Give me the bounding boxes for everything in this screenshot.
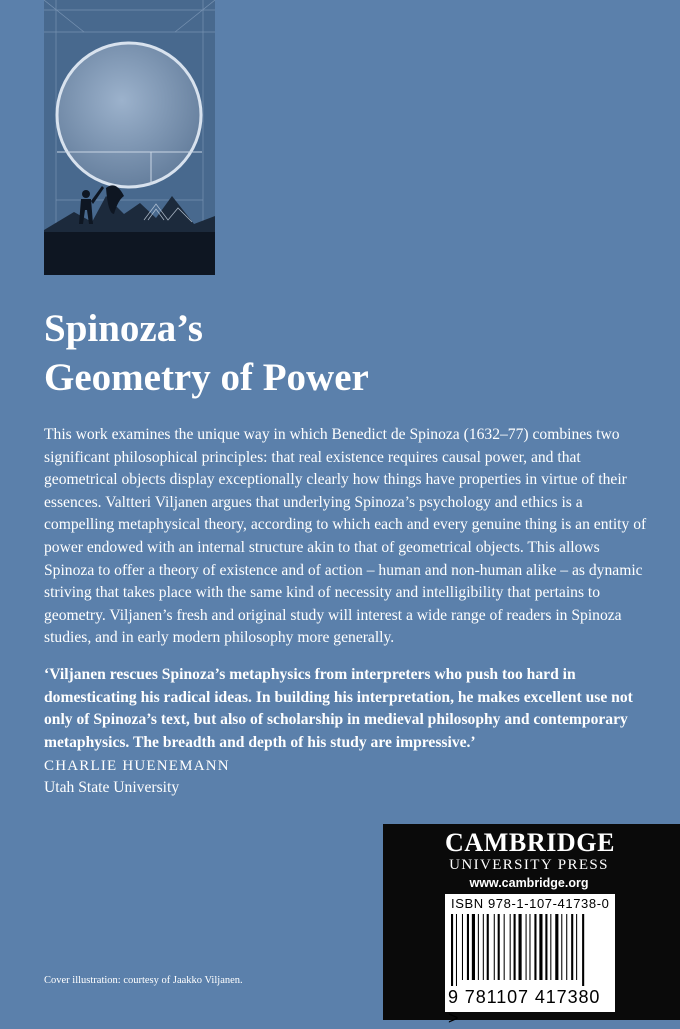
barcode-bar <box>451 914 453 986</box>
isbn-barcode <box>445 894 615 1028</box>
barcode-bar <box>504 914 505 980</box>
publisher-url: www.cambridge.org <box>469 876 589 890</box>
publisher-subtitle: UNIVERSITY PRESS <box>449 857 609 873</box>
barcode-bar <box>526 914 527 980</box>
surreal-figure-circle-illustration <box>44 0 215 275</box>
book-title-line1: Spinoza’s <box>44 307 203 350</box>
review-author: CHARLIE HUENEMANN <box>44 758 230 774</box>
review-affiliation: Utah State University <box>44 779 180 796</box>
barcode-bar <box>534 914 536 980</box>
barcode-bar <box>487 914 489 980</box>
barcode-bar <box>510 914 511 980</box>
barcode-bar <box>576 914 577 980</box>
barcode-bar <box>555 914 558 980</box>
isbn-label: ISBN 978-1-107-41738-0 <box>451 896 610 911</box>
barcode-bar <box>545 914 547 980</box>
barcode-bar <box>514 914 516 980</box>
book-title-line2: Geometry of Power <box>44 356 369 399</box>
barcode-bar <box>498 914 500 980</box>
barcode-bar <box>529 914 530 980</box>
barcode-bar <box>582 914 584 986</box>
barcode-bar <box>539 914 542 980</box>
cover-credit: Cover illustration: courtesy of Jaakko Viljanen. <box>44 975 243 986</box>
barcode-bar <box>566 914 567 980</box>
review-quote: ‘Viljanen rescues Spinoza’s metaphysics from interpreters who push too hard in domesticating his radical ideas. In building his interpretation, he makes excellent use not only of Spinoza’s text, but also of scholarship in medieval philosophy and contemporary metaphysics. The breadth and depth of his study are impressive.’ <box>44 666 633 751</box>
barcode-bar <box>467 914 469 980</box>
barcode-bars <box>451 914 609 986</box>
barcode-bar <box>478 914 479 980</box>
barcode-bar <box>550 914 551 980</box>
barcode-bar <box>456 914 457 986</box>
isbn-digits: 9 781107 417380 > <box>448 987 601 1028</box>
barcode-bar <box>561 914 562 980</box>
barcode-bar <box>494 914 495 980</box>
barcode-bar <box>483 914 484 980</box>
barcode-bar <box>571 914 573 980</box>
barcode-bar <box>462 914 463 980</box>
barcode-bar <box>519 914 522 980</box>
publisher-name: CAMBRIDGE <box>445 828 616 857</box>
barcode-bar <box>472 914 475 980</box>
book-title <box>44 304 604 402</box>
book-description: This work examines the unique way in which Benedict de Spinoza (1632–77) combines two significant philosophical principles: that real existence requires causal power, and that geometrical objects display exceptionally clearly how things have properties in virtue of their essences. Valtteri Viljanen argues that underlying Spinoza’s psychology and ethics is a compelling metaphysical theory, according to which each and every genuine thing is an entity of power endowed with an internal structure akin to that of geometrical objects. This allows Spinoza to offer a theory of existence and of action – human and non-human alike – as dynamic striving that takes place with the same kind of necessity and intelligibility that pertains to geometry. Viljanen’s fresh and original study will interest a wide range of readers in Spinoza studies, and in early modern philosophy more generally. <box>44 426 647 647</box>
cover-illustration <box>44 0 215 275</box>
